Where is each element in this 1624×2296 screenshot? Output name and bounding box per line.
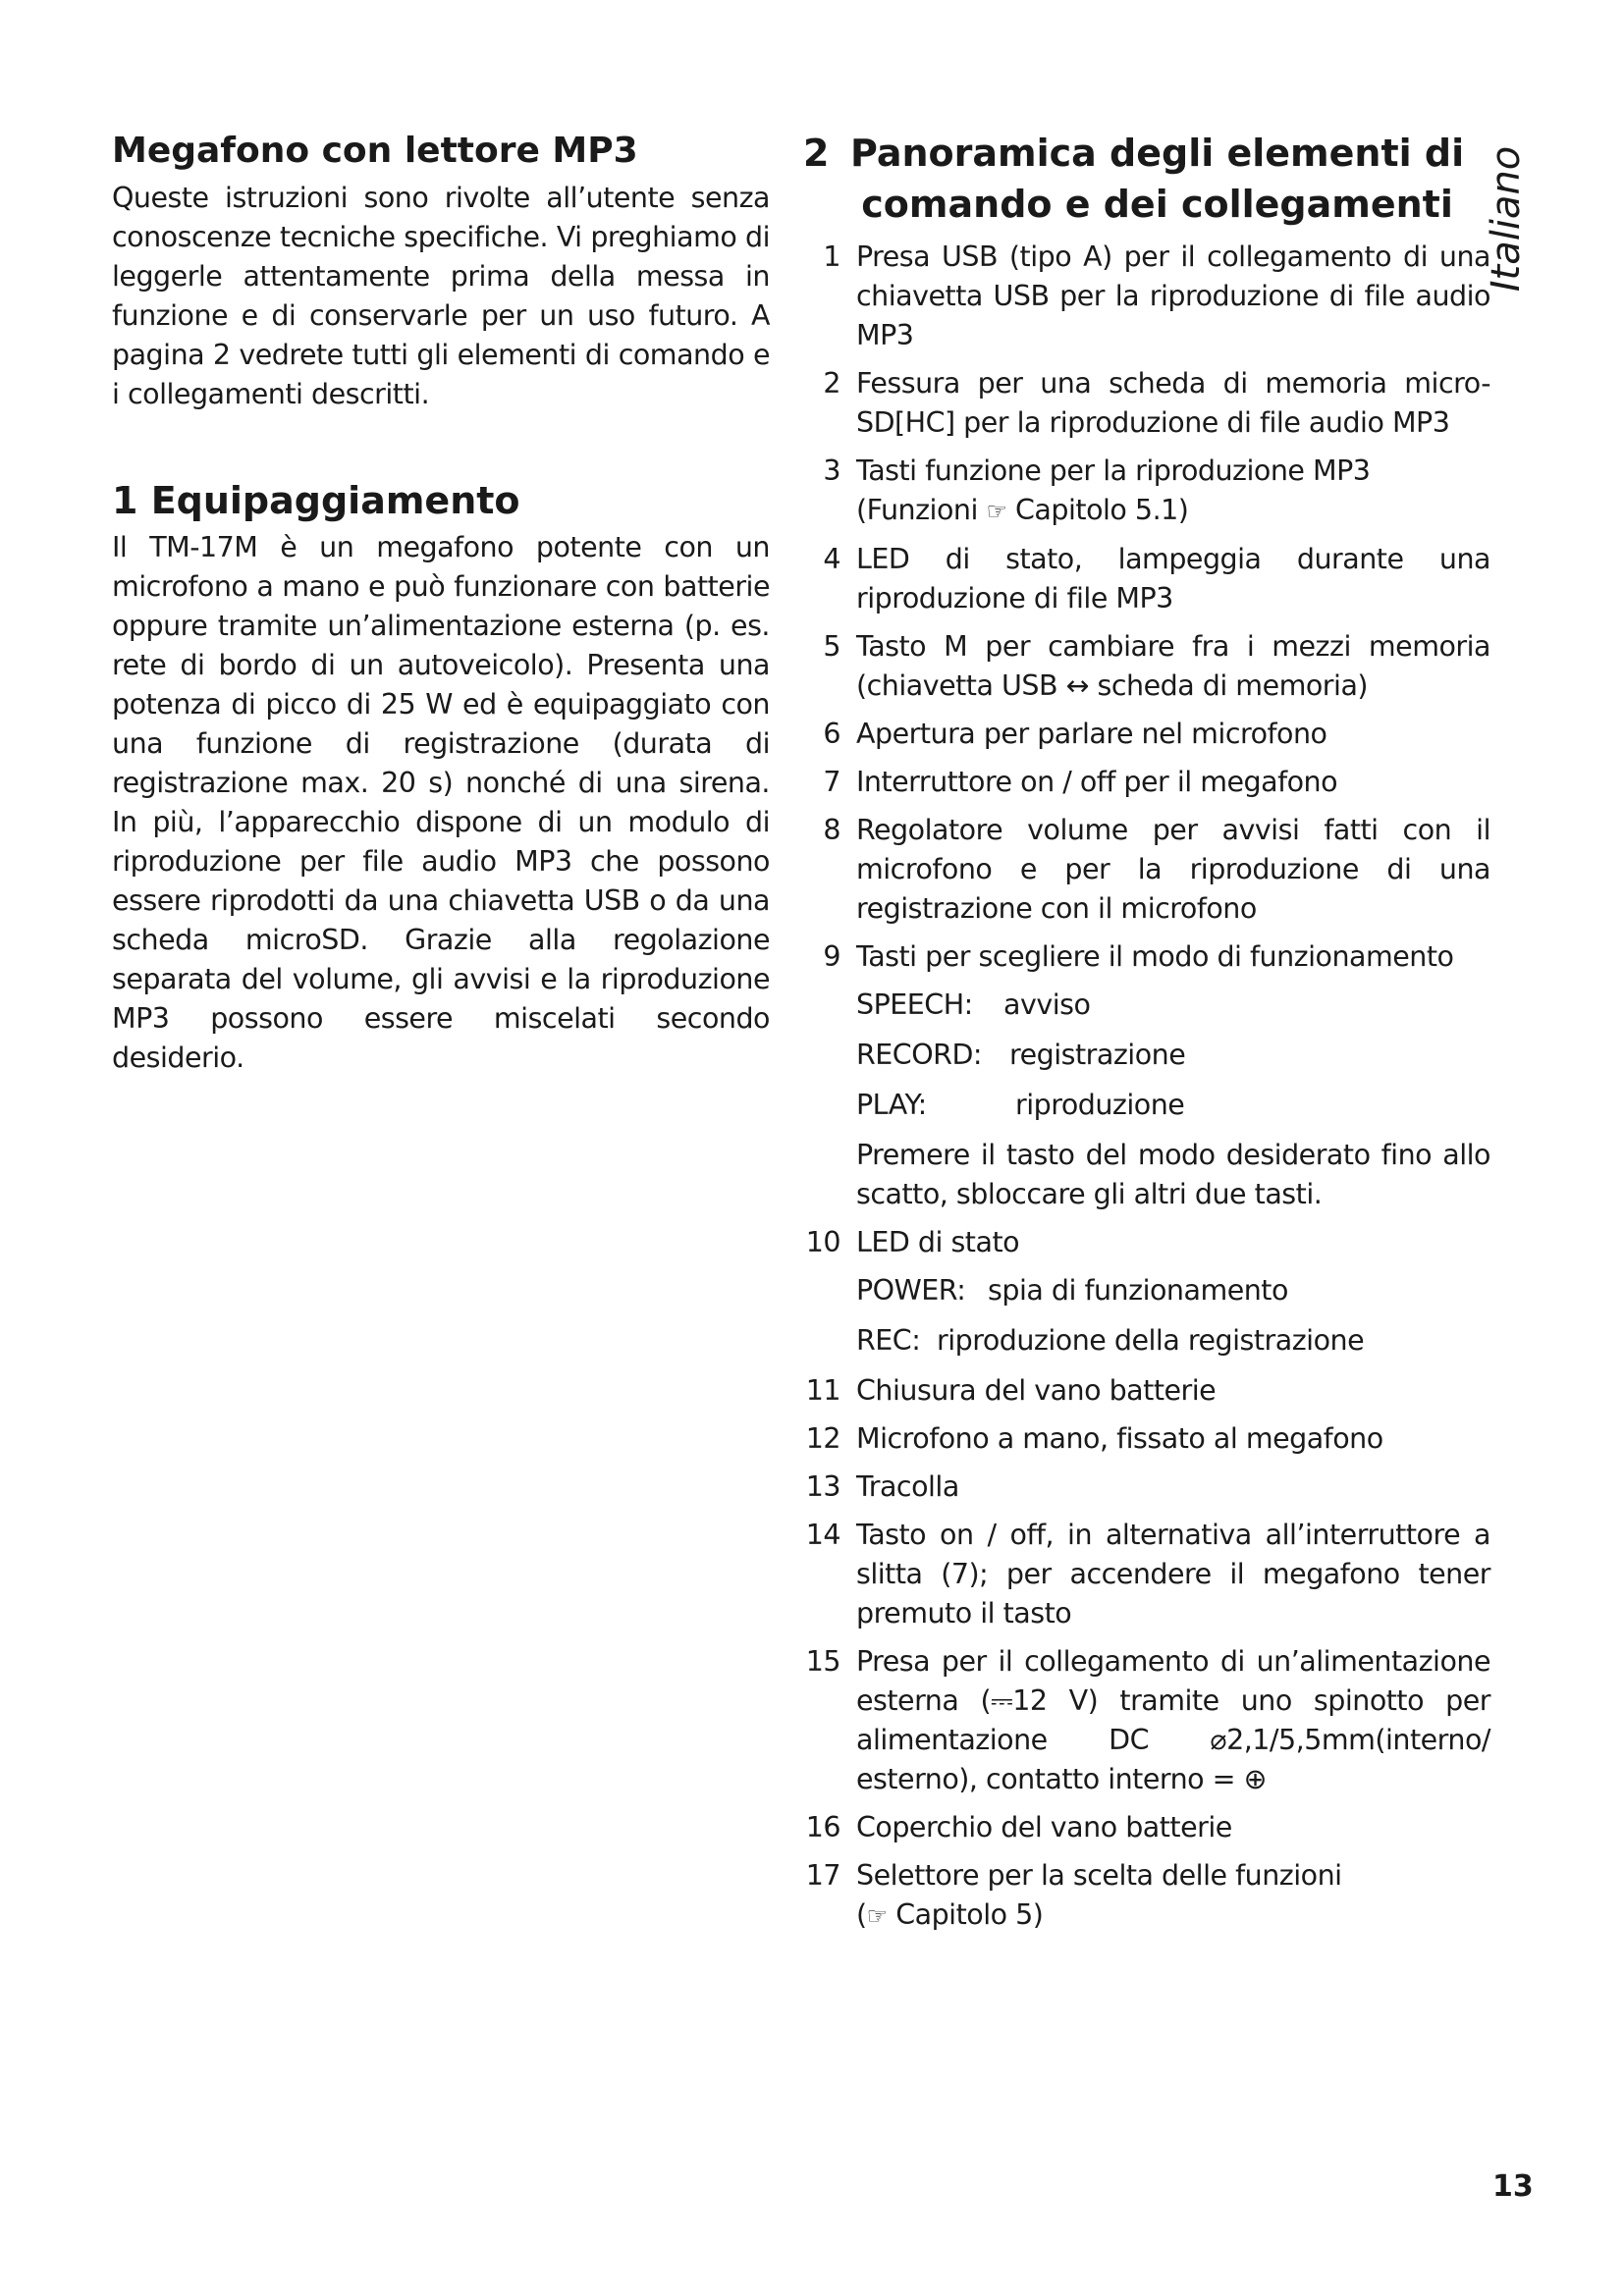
pointing-hand-icon: ☞: [986, 498, 1007, 525]
list-item: 5 Tasto M per cambiare fra i mezzi memoria (chiavetta USB ↔ scheda di memoria): [823, 630, 1490, 702]
list-item: 13 Tracolla: [805, 1470, 959, 1503]
section-2-title-line-1: Panoramica degli elementi di: [850, 132, 1465, 175]
list-item: 3 Tasti funzione per la riproduzione MP3 (Funzioni ☞ Capitolo 5.1): [803, 452, 1490, 531]
item-list: [803, 238, 1490, 1936]
page-number: 13: [1492, 2169, 1534, 2204]
intro-text: Queste istruzioni sono rivolte all’utente senza conoscenze tecniche specifiche. Vi preghiamo di leggerle attentamente prima della messa in funzione e di conservarle per un uso futuro. A pagina 2 vedrete tutti gli elementi di comando e i collegamenti descritti.: [112, 182, 770, 410]
section-2-heading: [803, 128, 1490, 230]
left-column: [112, 128, 770, 1078]
mode-play: PLAY: riproduzione: [856, 1089, 1185, 1121]
list-item: 14 Tasto on / off, in alternativa all’interruttore a slitta (7); per accendere il megafono tener premuto il tasto: [805, 1519, 1490, 1629]
section-1-title: Equipaggiamento: [150, 479, 520, 522]
list-item: 17 Selettore per la scelta delle funzioni (☞ Capitolo 5): [803, 1856, 1490, 1936]
right-column: [803, 128, 1490, 1945]
list-item: 4 LED di stato, lampeggia durante una riproduzione di file MP3: [823, 543, 1490, 614]
mode-record: RECORD: registrazione: [856, 1039, 1186, 1071]
modes-note: Premere il tasto del modo desiderato fino allo scatto, sbloccare gli altri due tasti.: [856, 1139, 1490, 1210]
language-side-label: Italiano: [1484, 145, 1529, 293]
list-item: 16 Coperchio del vano batterie: [805, 1811, 1232, 1843]
section-2-title-line-2: comando e dei collegamenti: [861, 183, 1453, 226]
section-1-number: 1: [112, 479, 138, 522]
pointing-hand-icon: ☞: [866, 1902, 888, 1930]
section-2-number: 2: [803, 132, 830, 175]
intro-title: Megafono con lettore MP3: [112, 131, 638, 171]
list-item: 1 Presa USB (tipo A) per il collegamento di una chiavetta USB per la riproduzione di file audio MP3: [823, 240, 1490, 351]
list-item: 12 Microfono a mano, fissato al megafono: [805, 1422, 1383, 1455]
section-1: [112, 477, 770, 1078]
section-1-text: Il TM-17M è un megafono potente con un microfono a mano e può funzionare con batterie oppure tramite un’alimentazione esterna (p. es. rete di bordo di un autoveicolo). Presenta una potenza di picco di 25 W ed è equipaggiato con una funzione di registrazione (durata di registrazione max. 20 s) nonché di una sirena. In più, l’apparecchio dispone di un modulo di riproduzione per file audio MP3 che possono essere riprodotti da una chiavetta USB o da una scheda microSD. Grazie alla regolazione separata del volume, gli avvisi e la riproduzione MP3 possono essere miscelati secondo desiderio.: [112, 531, 770, 1074]
list-item: 2 Fessura per una scheda di memoria micro-SD[HC] per la riproduzione di file audio MP3: [823, 367, 1490, 439]
list-item: 7 Interruttore on / off per il megafono: [823, 766, 1338, 798]
led-rec: REC: riproduzione della registrazione: [856, 1324, 1365, 1357]
section-1-heading: [112, 477, 770, 524]
list-item: 15 Presa per il collegamento di un’alimentazione esterna (⎓12 V) tramite uno spinotto per alimentazione DC ⌀2,1/5,5mm(interno/ esterno), contatto interno = ⊕: [805, 1645, 1490, 1795]
led-power: POWER: spia di funzionamento: [856, 1274, 1288, 1307]
list-item: 11 Chiusura del vano batterie: [805, 1374, 1217, 1407]
list-item: 10 LED di stato: [805, 1226, 1020, 1258]
list-item: 8 Regolatore volume per avvisi fatti con il microfono e per la riproduzione di una registrazione con il microfono: [823, 814, 1490, 925]
list-item: 9 Tasti per scegliere il modo di funzionamento: [823, 940, 1454, 973]
mode-speech: SPEECH: avviso: [856, 988, 1091, 1021]
list-item: 6 Apertura per parlare nel microfono: [823, 718, 1327, 750]
